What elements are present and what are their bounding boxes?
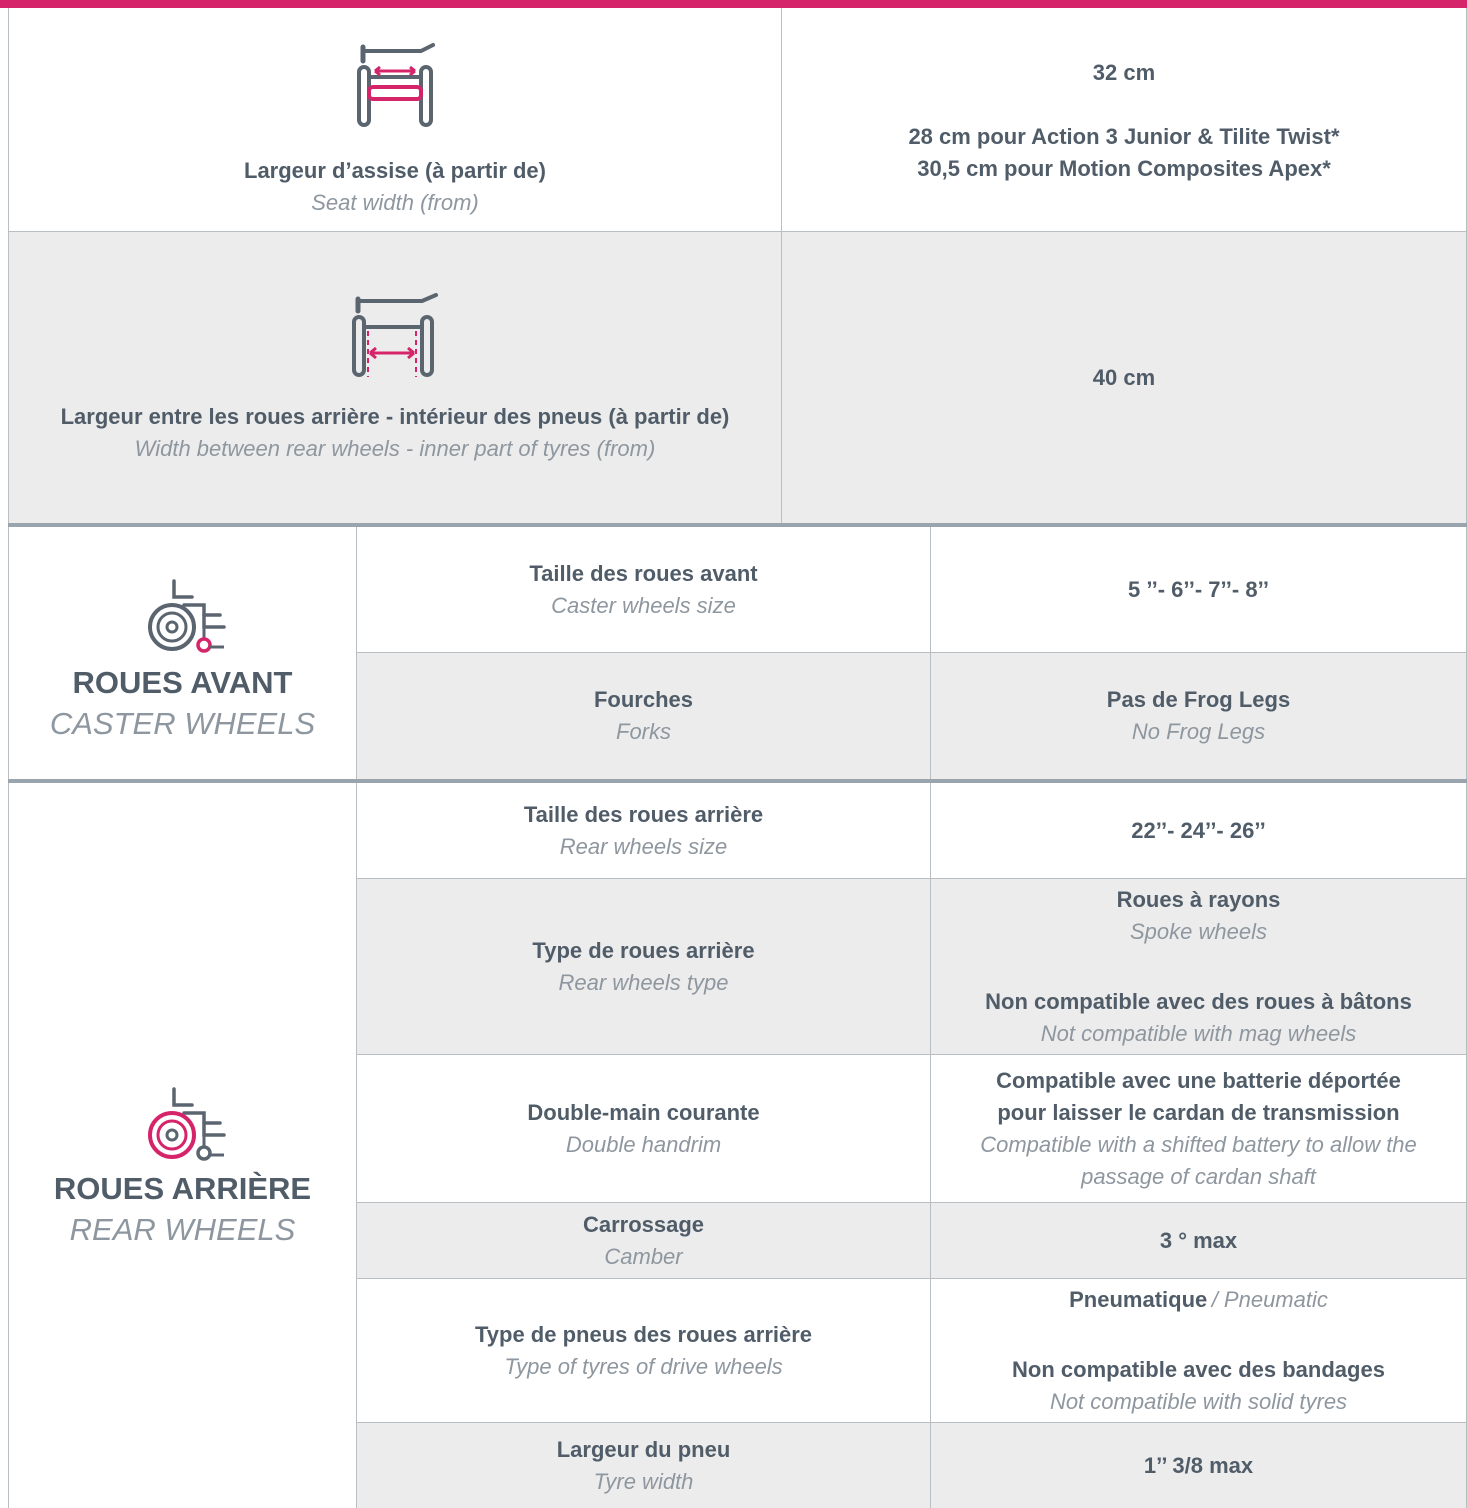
caster-size-value: 5 ’’- 6’’- 7’’- 8’’ xyxy=(1127,576,1269,602)
tyre-type-value1-en: / Pneumatic xyxy=(1211,1286,1328,1312)
caster-size-label-en: Caster wheels size xyxy=(551,592,736,618)
caster-section-header xyxy=(9,527,356,779)
camber-value: 3 ° max xyxy=(1159,1227,1238,1253)
caster-size-value-cell xyxy=(931,527,1466,652)
caster-size-label-fr: Taille des roues avant xyxy=(529,560,758,586)
seat-width-label-fr: Largeur d’assise (à partir de) xyxy=(244,157,546,183)
tyre-width-label-fr: Largeur du pneu xyxy=(556,1436,731,1462)
tyre-type-value2-en: Not compatible with solid tyres xyxy=(1049,1388,1348,1414)
tyre-type-label-en: Type of tyres of drive wheels xyxy=(504,1353,783,1379)
seat-width-note-2: 30,5 cm pour Motion Composites Apex* xyxy=(917,156,1331,181)
rear-gap-value-cell xyxy=(782,232,1466,523)
tyre-type-label-cell xyxy=(357,1279,930,1422)
forks-label-en: Forks xyxy=(616,719,671,744)
tyre-type-value1 xyxy=(1069,1284,1328,1316)
forks-label-cell xyxy=(357,653,930,779)
rear-size-label-en: Rear wheels size xyxy=(559,833,728,859)
rear-section-header xyxy=(9,783,356,1508)
seat-width-icon xyxy=(355,41,435,131)
rear-section-title-fr: ROUES ARRIÈRE xyxy=(53,1170,312,1206)
rear-type-value-cell xyxy=(931,879,1466,1054)
rear-wheel-icon xyxy=(138,1083,228,1163)
tyre-width-label-cell xyxy=(357,1423,930,1508)
camber-label-cell xyxy=(357,1203,930,1278)
tyre-type-value1-fr: Pneumatique xyxy=(1069,1286,1208,1312)
handrim-value-cell xyxy=(931,1055,1466,1202)
forks-value-cell xyxy=(931,653,1466,779)
seat-width-value: 32 cm xyxy=(1092,60,1156,85)
rear-size-value: 22’’- 24’’- 26’’ xyxy=(1131,817,1266,843)
camber-label-en: Camber xyxy=(604,1243,683,1269)
handrim-value-en-2: passage of cardan shaft xyxy=(1081,1163,1316,1189)
handrim-value-fr-1: Compatible avec une batterie déportée xyxy=(996,1067,1401,1093)
seat-width-label-en: Seat width (from) xyxy=(311,189,479,215)
tyre-type-label-fr: Type de pneus des roues arrière xyxy=(474,1321,813,1347)
rear-gap-value: 40 cm xyxy=(1092,364,1156,390)
seat-width-label-cell xyxy=(9,8,781,231)
tyre-width-value-cell xyxy=(931,1423,1466,1508)
handrim-label-cell xyxy=(357,1055,930,1202)
caster-section-title-en: CASTER WHEELS xyxy=(49,706,316,741)
rear-size-label-cell xyxy=(357,783,930,878)
handrim-value-fr-2: pour laisser le cardan de transmission xyxy=(997,1099,1400,1125)
tyre-width-label-en: Tyre width xyxy=(593,1468,694,1494)
rear-type-label-en: Rear wheels type xyxy=(558,969,729,995)
caster-wheel-icon xyxy=(138,575,228,655)
forks-value-fr: Pas de Frog Legs xyxy=(1106,687,1291,712)
handrim-label-fr: Double-main courante xyxy=(527,1099,760,1125)
camber-label-fr: Carrossage xyxy=(582,1211,705,1237)
handrim-value-en-1: Compatible with a shifted battery to allow the xyxy=(980,1131,1417,1157)
top-accent-bar xyxy=(0,0,1467,8)
rear-type-value2-en: Not compatible with mag wheels xyxy=(1040,1020,1357,1046)
rear-type-label-fr: Type de roues arrière xyxy=(532,937,755,963)
handrim-label-en: Double handrim xyxy=(565,1131,722,1157)
forks-label-fr: Fourches xyxy=(593,687,694,712)
rear-type-value1-fr: Roues à rayons xyxy=(1116,886,1281,912)
rear-gap-label-fr: Largeur entre les roues arrière - intérieur des pneus (à partir de) xyxy=(60,403,730,429)
caster-size-label-cell xyxy=(357,527,930,652)
seat-width-value-cell xyxy=(782,8,1466,231)
rear-size-label-fr: Taille des roues arrière xyxy=(523,801,764,827)
rear-section-title-en: REAR WHEELS xyxy=(69,1211,296,1247)
tyre-width-value: 1’’ 3/8 max xyxy=(1143,1452,1254,1478)
rear-gap-label-cell xyxy=(9,232,781,523)
rear-gap-label-en: Width between rear wheels - inner part of tyres (from) xyxy=(134,435,656,461)
rear-type-value1-en: Spoke wheels xyxy=(1130,918,1267,944)
tyre-type-value-cell xyxy=(931,1279,1466,1422)
caster-section-title-fr: ROUES AVANT xyxy=(72,665,293,700)
camber-value-cell xyxy=(931,1203,1466,1278)
rear-type-value2-fr: Non compatible avec des roues à bâtons xyxy=(985,988,1412,1014)
rear-size-value-cell xyxy=(931,783,1466,878)
rear-wheel-gap-icon xyxy=(350,291,440,379)
forks-value-en: No Frog Legs xyxy=(1131,719,1266,744)
seat-width-note-1: 28 cm pour Action 3 Junior & Tilite Twist* xyxy=(908,124,1340,149)
tyre-type-value2-fr: Non compatible avec des bandages xyxy=(1012,1356,1385,1382)
rear-type-label-cell xyxy=(357,879,930,1054)
